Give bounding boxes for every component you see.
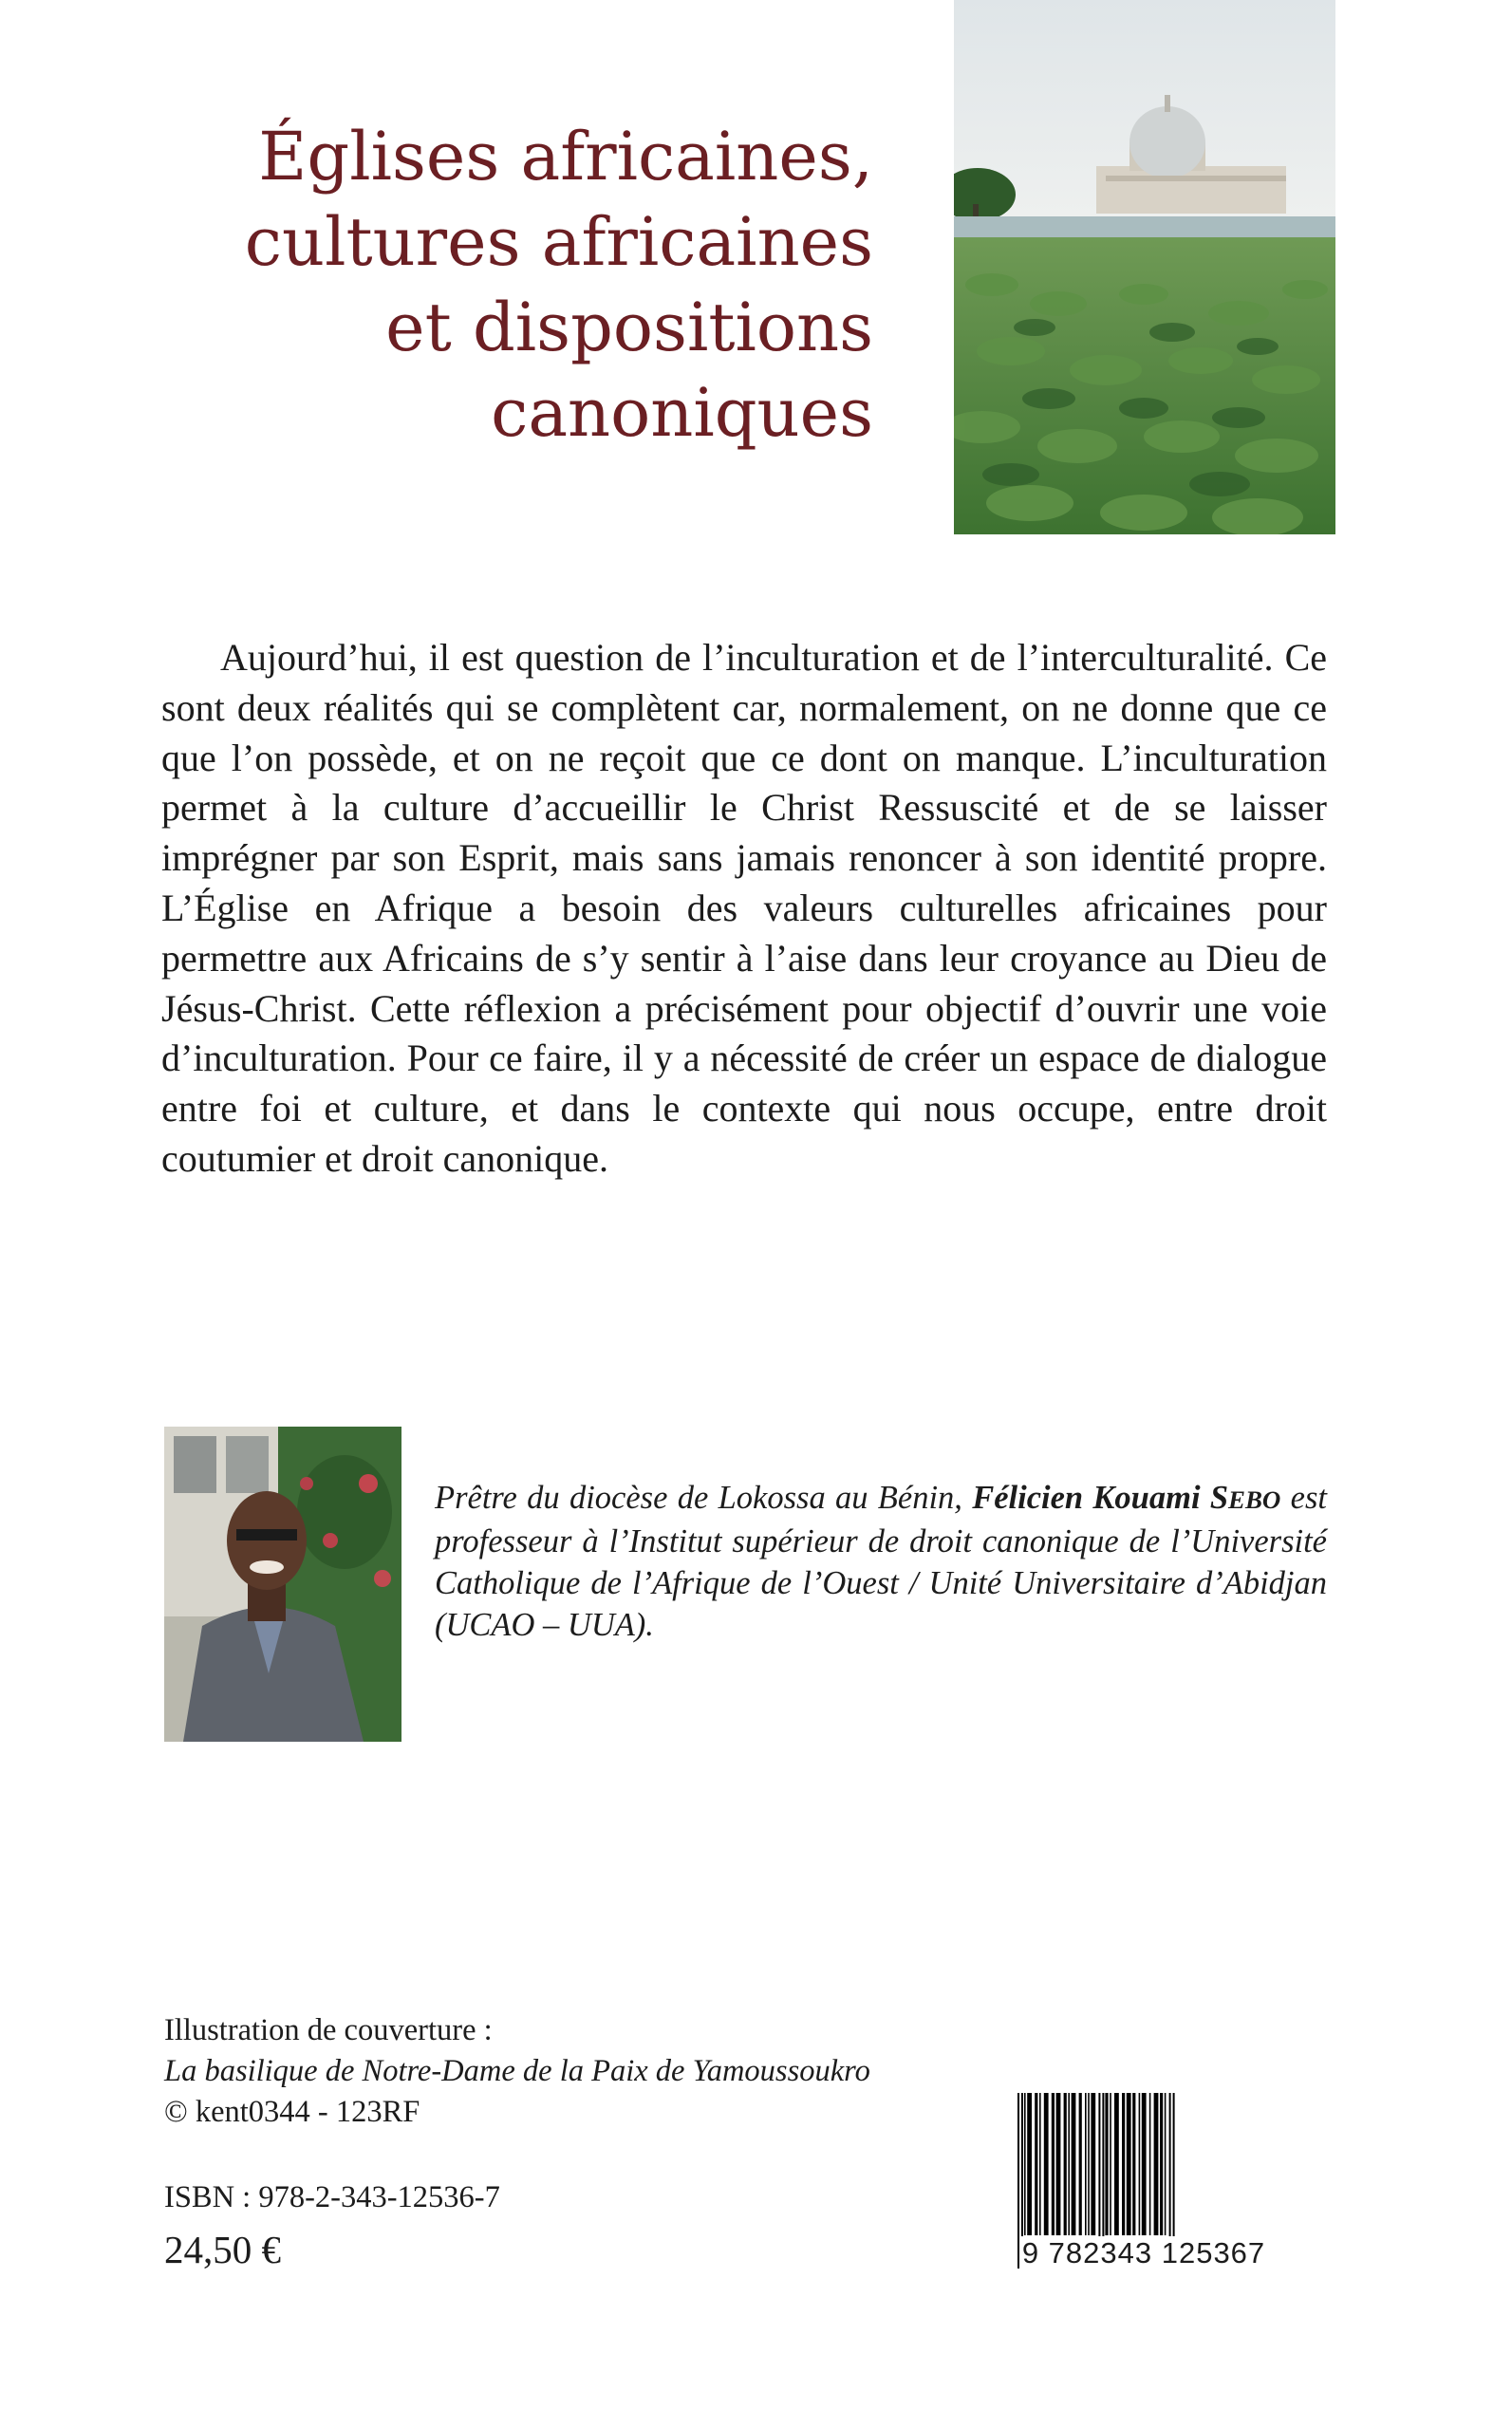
barcode-bar bbox=[1068, 2093, 1070, 2235]
barcode-bar bbox=[1110, 2093, 1111, 2235]
barcode-bar bbox=[1122, 2093, 1125, 2235]
barcode-bar bbox=[1127, 2093, 1131, 2235]
barcode-bar bbox=[1105, 2093, 1108, 2235]
author-bio bbox=[435, 1477, 1327, 1646]
barcode-bar bbox=[1085, 2093, 1087, 2235]
credits-caption: La basilique de Notre-Dame de la Paix de Yamoussoukro bbox=[164, 2054, 870, 2088]
barcode-bar bbox=[1072, 2093, 1076, 2235]
book-title bbox=[142, 114, 873, 456]
basilica-photo bbox=[954, 0, 1335, 534]
title-line-4: canoniques bbox=[491, 374, 873, 452]
barcode-bar bbox=[1091, 2093, 1095, 2235]
title-line-1: Églises africaines, bbox=[258, 118, 873, 196]
barcode-bar bbox=[1142, 2093, 1147, 2235]
title-line-2: cultures africaines bbox=[244, 203, 873, 281]
barcode-bar bbox=[1035, 2093, 1037, 2235]
credits-copyright: © kent0344 - 123RF bbox=[164, 2095, 420, 2129]
barcode-bar bbox=[1056, 2093, 1061, 2235]
author-name-smallcaps: EBO bbox=[1228, 1485, 1281, 1514]
barcode-digits bbox=[997, 2234, 1291, 2272]
author-name-main: Félicien Kouami S bbox=[972, 1480, 1229, 1516]
barcode-bar bbox=[1064, 2093, 1067, 2235]
author-bio-rest: est professeur à l’Institut supérieur de droit canonique de l’Université Catholique de l’Afrique de l’Ouest / Unité Universitaire d’Abidjan (UCAO – UUA). bbox=[435, 1480, 1327, 1643]
barcode-bar bbox=[1132, 2093, 1135, 2235]
barcode-bar bbox=[1114, 2093, 1119, 2235]
barcode-bar bbox=[1079, 2093, 1082, 2235]
author-photo bbox=[164, 1427, 401, 1742]
barcode-bar bbox=[1039, 2093, 1041, 2235]
barcode-bar bbox=[1149, 2093, 1151, 2235]
credits-label: Illustration de couverture : bbox=[164, 2013, 493, 2047]
cover-credits bbox=[164, 2010, 870, 2133]
barcode-bar bbox=[1154, 2093, 1159, 2235]
barcode-bar bbox=[1088, 2093, 1090, 2235]
barcode-bar bbox=[1044, 2093, 1049, 2235]
title-line-3: et dispositions bbox=[385, 289, 873, 366]
barcode-bar bbox=[1139, 2093, 1141, 2235]
barcode-bar bbox=[1160, 2093, 1163, 2235]
barcode-bar bbox=[1027, 2093, 1032, 2235]
author-name bbox=[972, 1480, 1280, 1516]
price: 24,50 € bbox=[164, 2228, 281, 2271]
barcode-digits-text: 9 782343 125367 bbox=[1021, 2236, 1266, 2269]
barcode-bar bbox=[1052, 2093, 1055, 2235]
back-cover-blurb: Aujourd’hui, il est question de l’inculturation et de l’interculturalité. Ce sont deux réalités qui se complètent car, normalement, on ne donne que ce que l’on possède, et on ne reçoit que ce dont on manque. L’inculturation permet à la culture d’accueillir le Christ Ressuscité et de se laisser imprégner par son Esprit, mais sans jamais renoncer à son identité propre. L’Église en Afrique a besoin des valeurs culturelles africaines pour permettre aux Africains de s’y sentir à l’aise dans leur croyance au Dieu de Jésus-Christ. Cette réflexion a précisément pour objectif d’ouvrir une voie d’inculturation. Pour ce faire, il y a nécessité de créer un espace de dialogue entre foi et culture, et dans le contexte qui nous occupe, entre droit coutumier et droit canonique. bbox=[161, 636, 1327, 1180]
barcode-bar bbox=[1165, 2093, 1167, 2235]
barcode-bar bbox=[1024, 2093, 1026, 2235]
isbn: ISBN : 978-2-343-12536-7 bbox=[164, 2180, 500, 2214]
author-bio-intro: Prêtre du diocèse de Lokossa au Bénin, bbox=[435, 1480, 973, 1516]
